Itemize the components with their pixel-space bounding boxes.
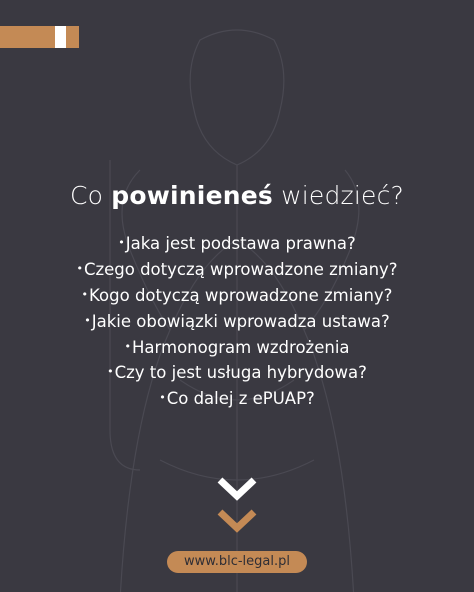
topic-text: Kogo dotyczą wprowadzone zmiany?	[89, 285, 393, 305]
bullet-icon: •	[84, 313, 91, 327]
bullet-icon: •	[159, 391, 166, 405]
topic-text: Co dalej z ePUAP?	[166, 389, 315, 409]
topic-item	[0, 308, 474, 334]
bullet-icon: •	[76, 261, 83, 275]
topic-item	[0, 256, 474, 282]
topic-text: Jakie obowiązki wprowadza ustawa?	[91, 311, 390, 331]
bullet-icon: •	[81, 287, 89, 301]
heading	[0, 181, 474, 210]
bullet-icon: •	[118, 236, 125, 249]
topic-text: Czego dotyczą wprowadzone zmiany?	[83, 259, 398, 279]
topic-item	[0, 282, 474, 308]
heading-emphasis: powinieneś	[111, 181, 273, 210]
heading-prefix: Co	[69, 181, 112, 210]
topic-item	[0, 385, 474, 411]
topic-text: Czy to jest usługa hybrydowa?	[114, 363, 367, 383]
topic-text: Harmonogram wzdrożenia	[131, 337, 350, 357]
topic-item	[0, 359, 474, 385]
corner-accent-notch	[55, 26, 66, 48]
corner-accent-bar	[0, 26, 79, 48]
bullet-icon: •	[124, 339, 131, 353]
topic-item	[0, 334, 474, 360]
topic-text: Jaka jest podstawa prawna?	[125, 234, 356, 253]
topic-item	[0, 230, 474, 256]
heading-suffix: wiedzieć?	[272, 181, 405, 210]
topic-list	[0, 230, 474, 411]
website-url-link[interactable]: www.blc-legal.pl	[167, 551, 307, 573]
bullet-icon: •	[107, 365, 114, 379]
double-chevron-down-icon	[217, 477, 257, 535]
